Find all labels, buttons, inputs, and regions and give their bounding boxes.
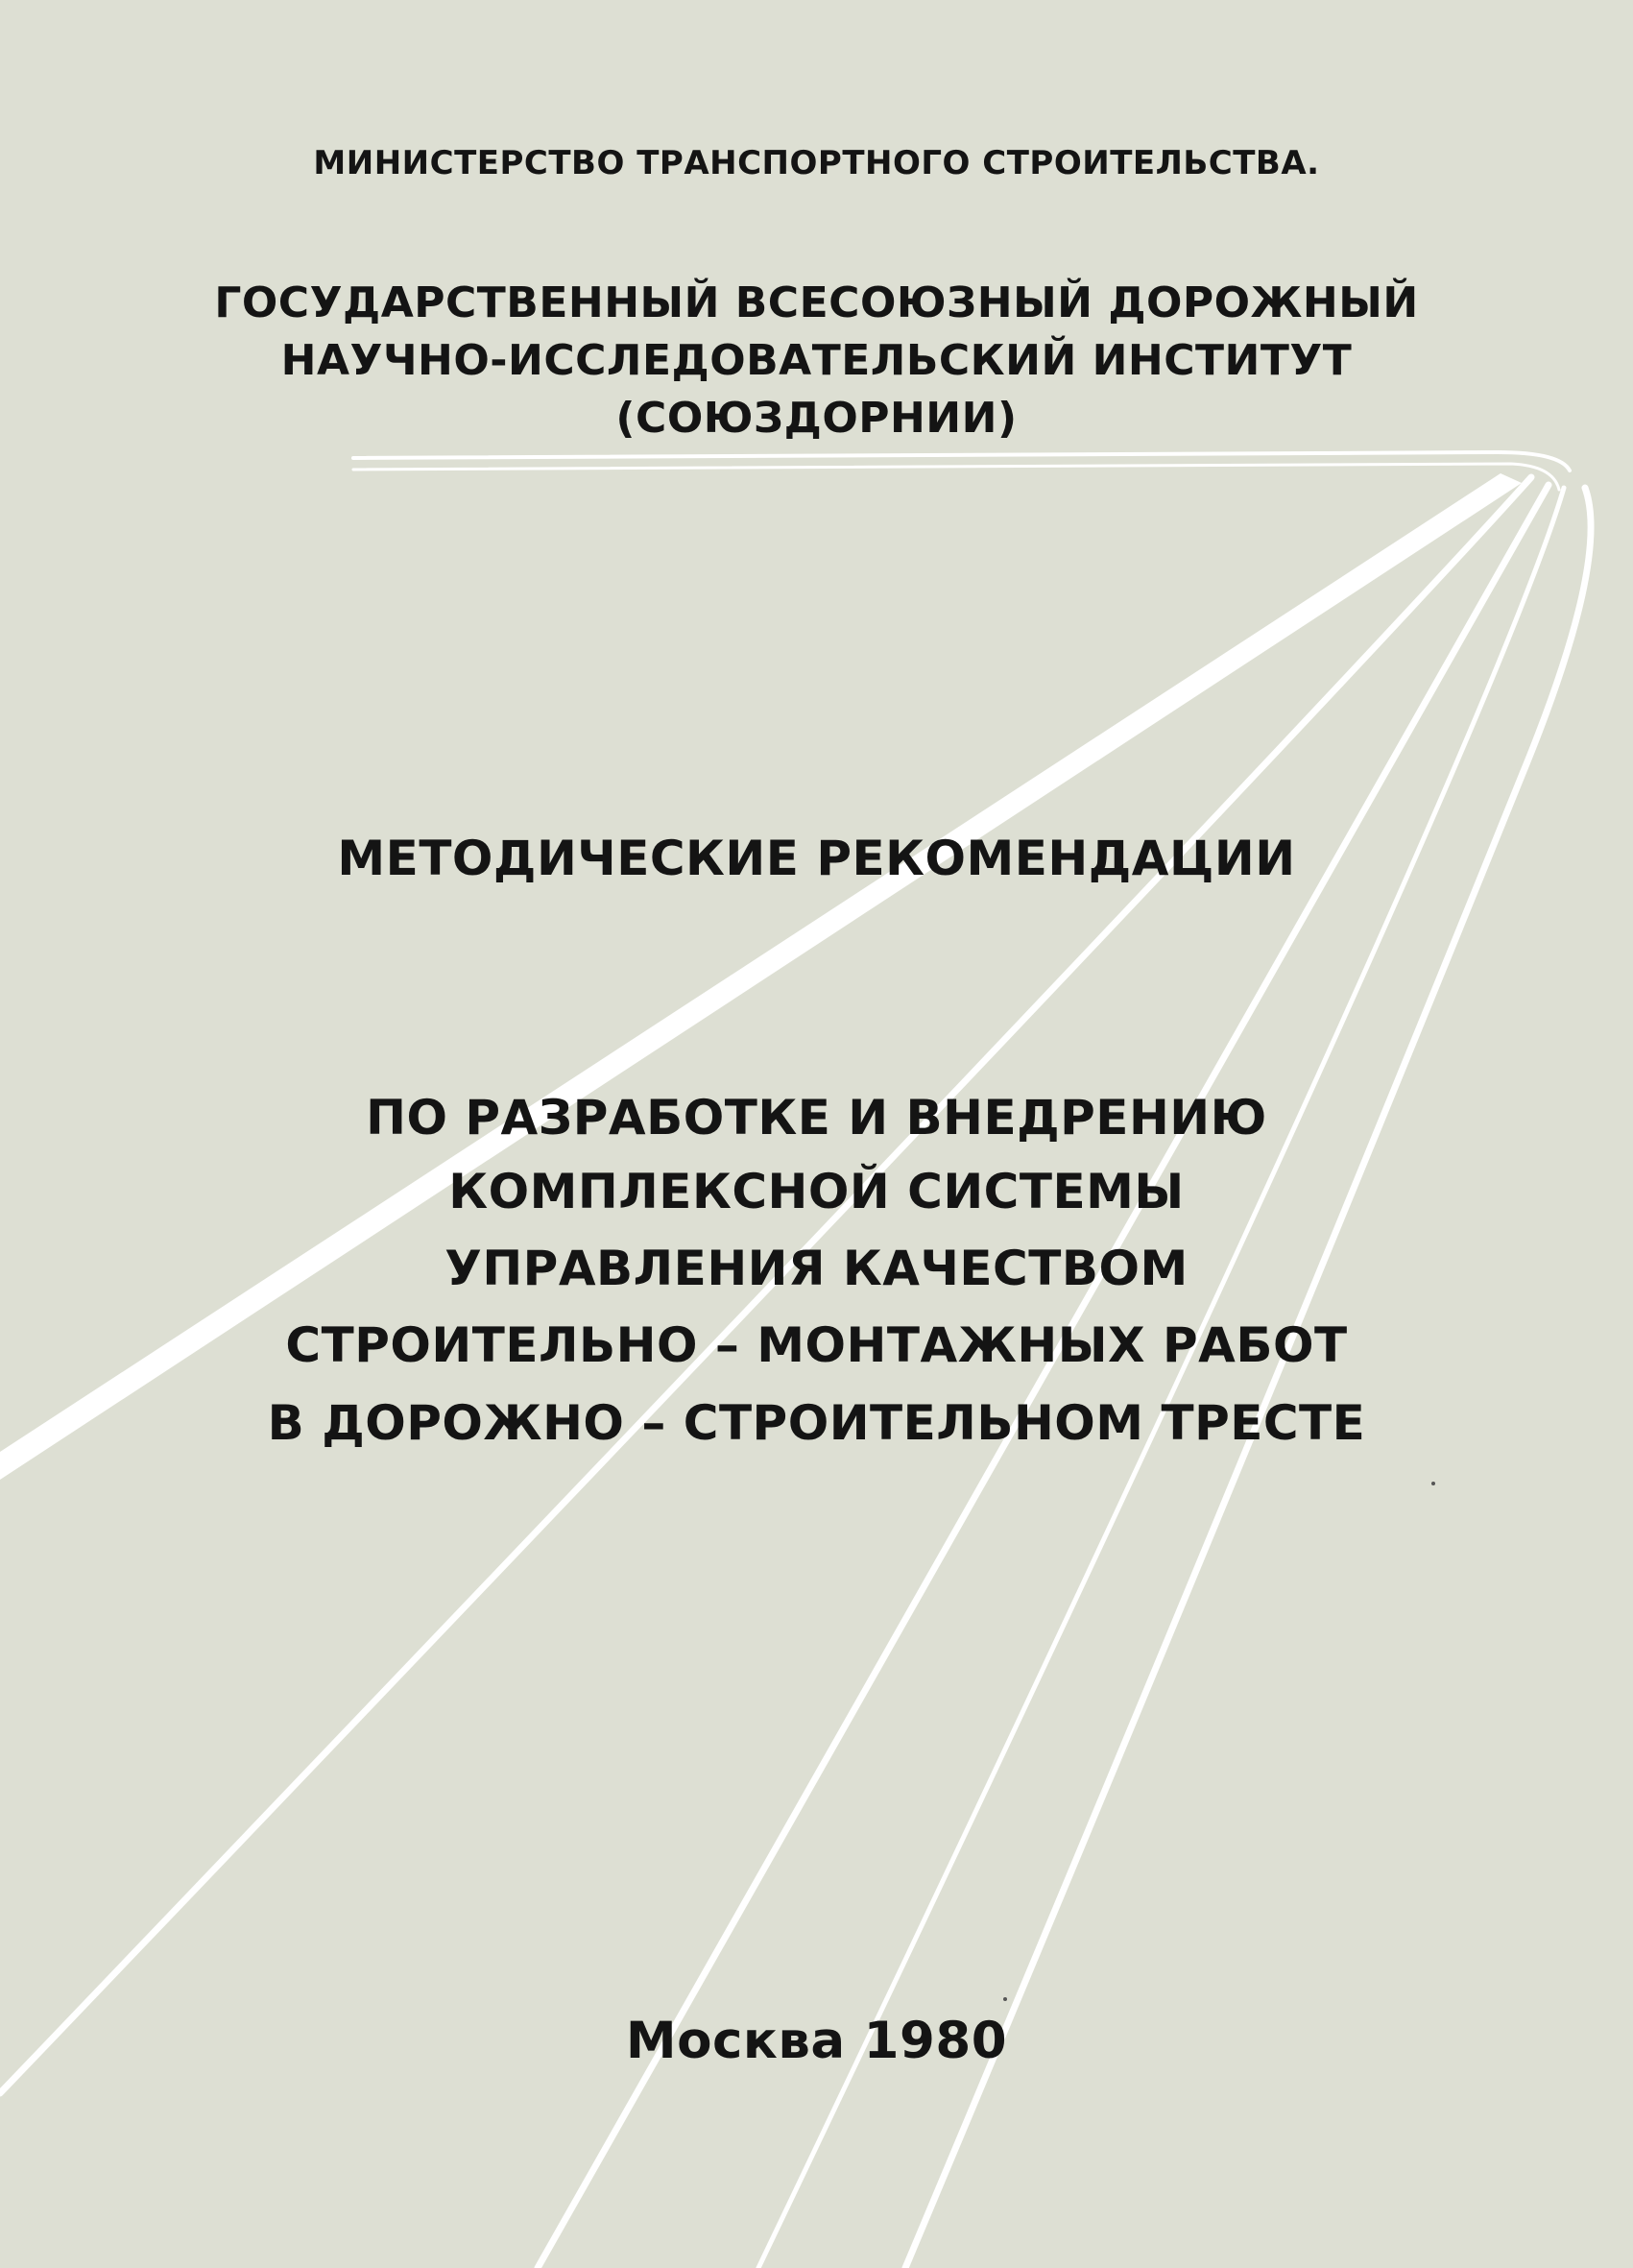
document-type-title: МЕТОДИЧЕСКИЕ РЕКОМЕНДАЦИИ xyxy=(337,831,1296,886)
institute-abbreviation: (СОЮЗДОРНИИ) xyxy=(615,394,1018,443)
subject-line-5: В ДОРОЖНО – СТРОИТЕЛЬНОМ ТРЕСТЕ xyxy=(267,1395,1366,1451)
print-speck xyxy=(1003,1997,1007,2001)
print-speck xyxy=(1431,1482,1435,1485)
institute-name-line-2: НАУЧНО-ИССЛЕДОВАТЕЛЬСКИЙ ИНСТИТУТ xyxy=(280,336,1353,385)
road-line-center-left xyxy=(538,485,1549,2268)
institute-name-line-1: ГОСУДАРСТВЕННЫЙ ВСЕСОЮЗНЫЙ ДОРОЖНЫЙ xyxy=(214,278,1419,327)
subject-line-2: КОМПЛЕКСНОЙ СИСТЕМЫ xyxy=(448,1164,1185,1219)
road-line-right xyxy=(905,488,1591,2268)
road-line-center-right xyxy=(758,488,1564,2268)
subject-line-3: УПРАВЛЕНИЯ КАЧЕСТВОМ xyxy=(444,1241,1189,1296)
road-top-line-2 xyxy=(353,464,1559,490)
ministry-heading: МИНИСТЕРСТВО ТРАНСПОРТНОГО СТРОИТЕЛЬСТВА. xyxy=(313,144,1320,182)
subject-line-4: СТРОИТЕЛЬНО – МОНТАЖНЫХ РАБОТ xyxy=(285,1317,1348,1373)
subject-line-1: ПО РАЗРАБОТКЕ И ВНЕДРЕНИЮ xyxy=(366,1090,1267,1146)
place-and-year: Москва 1980 xyxy=(625,2012,1008,2070)
